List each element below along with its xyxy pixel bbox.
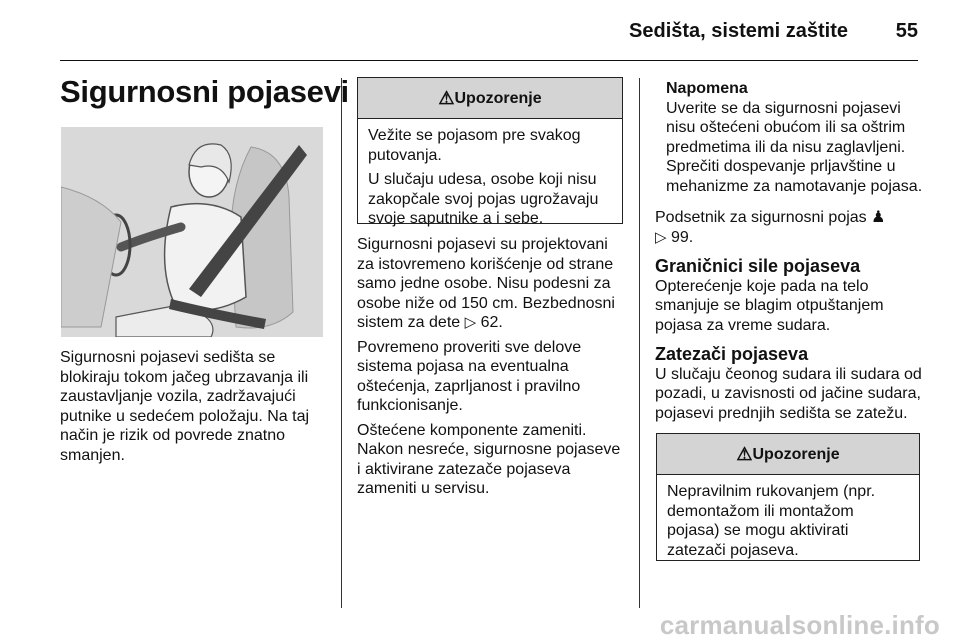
column-divider-2 bbox=[639, 78, 640, 608]
seatbelt-illustration bbox=[61, 127, 323, 337]
watermark: carmanualsonline.info bbox=[659, 610, 940, 640]
page-ref-arrow-icon: ▷ bbox=[655, 228, 667, 246]
note-title: Napomena bbox=[666, 80, 748, 97]
note-box bbox=[666, 79, 926, 196]
section-title: Sigurnosni pojasevi bbox=[60, 74, 349, 109]
warning-triangle-icon: ⚠ bbox=[736, 444, 753, 464]
column2-text bbox=[357, 235, 625, 504]
warning-paragraph-2: U slučaju udesa, osobe koji nisu zakopčale svoj pojas ugrožavaju svoje saputnike a i sebe. bbox=[368, 171, 599, 227]
warning-paragraph-1: Vežite se pojasom pre svakog putovanja. bbox=[368, 127, 581, 164]
pretensioner-text: U slučaju čeonog sudara ili sudara od pozadi, u zavisnosti od jačine sudara, pojasevi prednjih sedišta se zatežu. bbox=[655, 365, 922, 422]
reminder-paragraph bbox=[655, 208, 925, 247]
reminder-text: Podsetnik za sigurnosni pojas bbox=[655, 209, 867, 226]
warning-box-2 bbox=[656, 433, 920, 561]
child-safety-ref[interactable]: 62. bbox=[480, 314, 503, 331]
usage-paragraph bbox=[357, 235, 625, 333]
check-paragraph: Povremeno proveriti sve delove sistema pojasa na eventualna oštećenja, zaprljanost i pravilno funkcionisanje. bbox=[357, 338, 582, 414]
warning-header bbox=[358, 78, 622, 119]
page-ref-arrow-icon: ▷ bbox=[464, 314, 477, 331]
note-body: Uverite se da sigurnosni pojasevi nisu oštećeni obućom ili sa oštrim predmetima ili da nisu zaglavljeni. Sprečiti dospevanje prljavštine u mehanizme za namotavanje pojasa. bbox=[666, 99, 923, 195]
column3-text bbox=[655, 208, 925, 423]
pretensioner-heading: Zatezači pojaseva bbox=[655, 344, 809, 364]
warning-box-1 bbox=[357, 77, 623, 227]
intro-text bbox=[60, 348, 326, 465]
page-header bbox=[60, 18, 918, 58]
seatbelt-reminder-icon: ♟ bbox=[871, 209, 886, 226]
intro-paragraph: Sigurnosni pojasevi sedišta se blokiraju tokom jačeg ubrzavanja ili zaustavljanje vozila, zadržavajući putnike u sedećem položaju. Na taj način je rizik od povrede znatno smanjen. bbox=[60, 349, 310, 464]
warning-label: Upozorenje bbox=[752, 446, 840, 463]
page-number: 55 bbox=[895, 20, 918, 42]
header-rule bbox=[60, 60, 918, 61]
force-limiter-text: Opterećenje koje pada na telo smanjuje se blagim otpuštanjem pojasa za vreme sudara. bbox=[655, 277, 884, 334]
header-title: Sedišta, sistemi zaštite bbox=[629, 20, 848, 42]
replace-paragraph: Oštećene komponente zameniti. Nakon nesreće, sigurnosne pojaseve i aktivirane zatezače pojaseva zameniti u servisu. bbox=[357, 421, 621, 497]
warning-body bbox=[657, 475, 919, 571]
column-divider-1 bbox=[341, 78, 342, 608]
warning-triangle-icon: ⚠ bbox=[438, 88, 455, 108]
usage-text: Sigurnosni pojasevi su projektovani za istovremeno korišćenje od strane samo jedne osobe. Nisu podesni za osobe niže od 150 cm. Bezbednosni sistem za dete bbox=[357, 236, 615, 331]
warning-paragraph: Nepravilnim rukovanjem (npr. demontažom ili montažom pojasa) se mogu aktivirati zatezači pojaseva. bbox=[667, 483, 876, 559]
reminder-ref[interactable]: 99. bbox=[671, 228, 694, 246]
warning-label: Upozorenje bbox=[454, 90, 542, 107]
warning-header bbox=[657, 434, 919, 475]
warning-body bbox=[358, 119, 622, 240]
force-limiter-heading: Graničnici sile pojaseva bbox=[655, 256, 861, 276]
